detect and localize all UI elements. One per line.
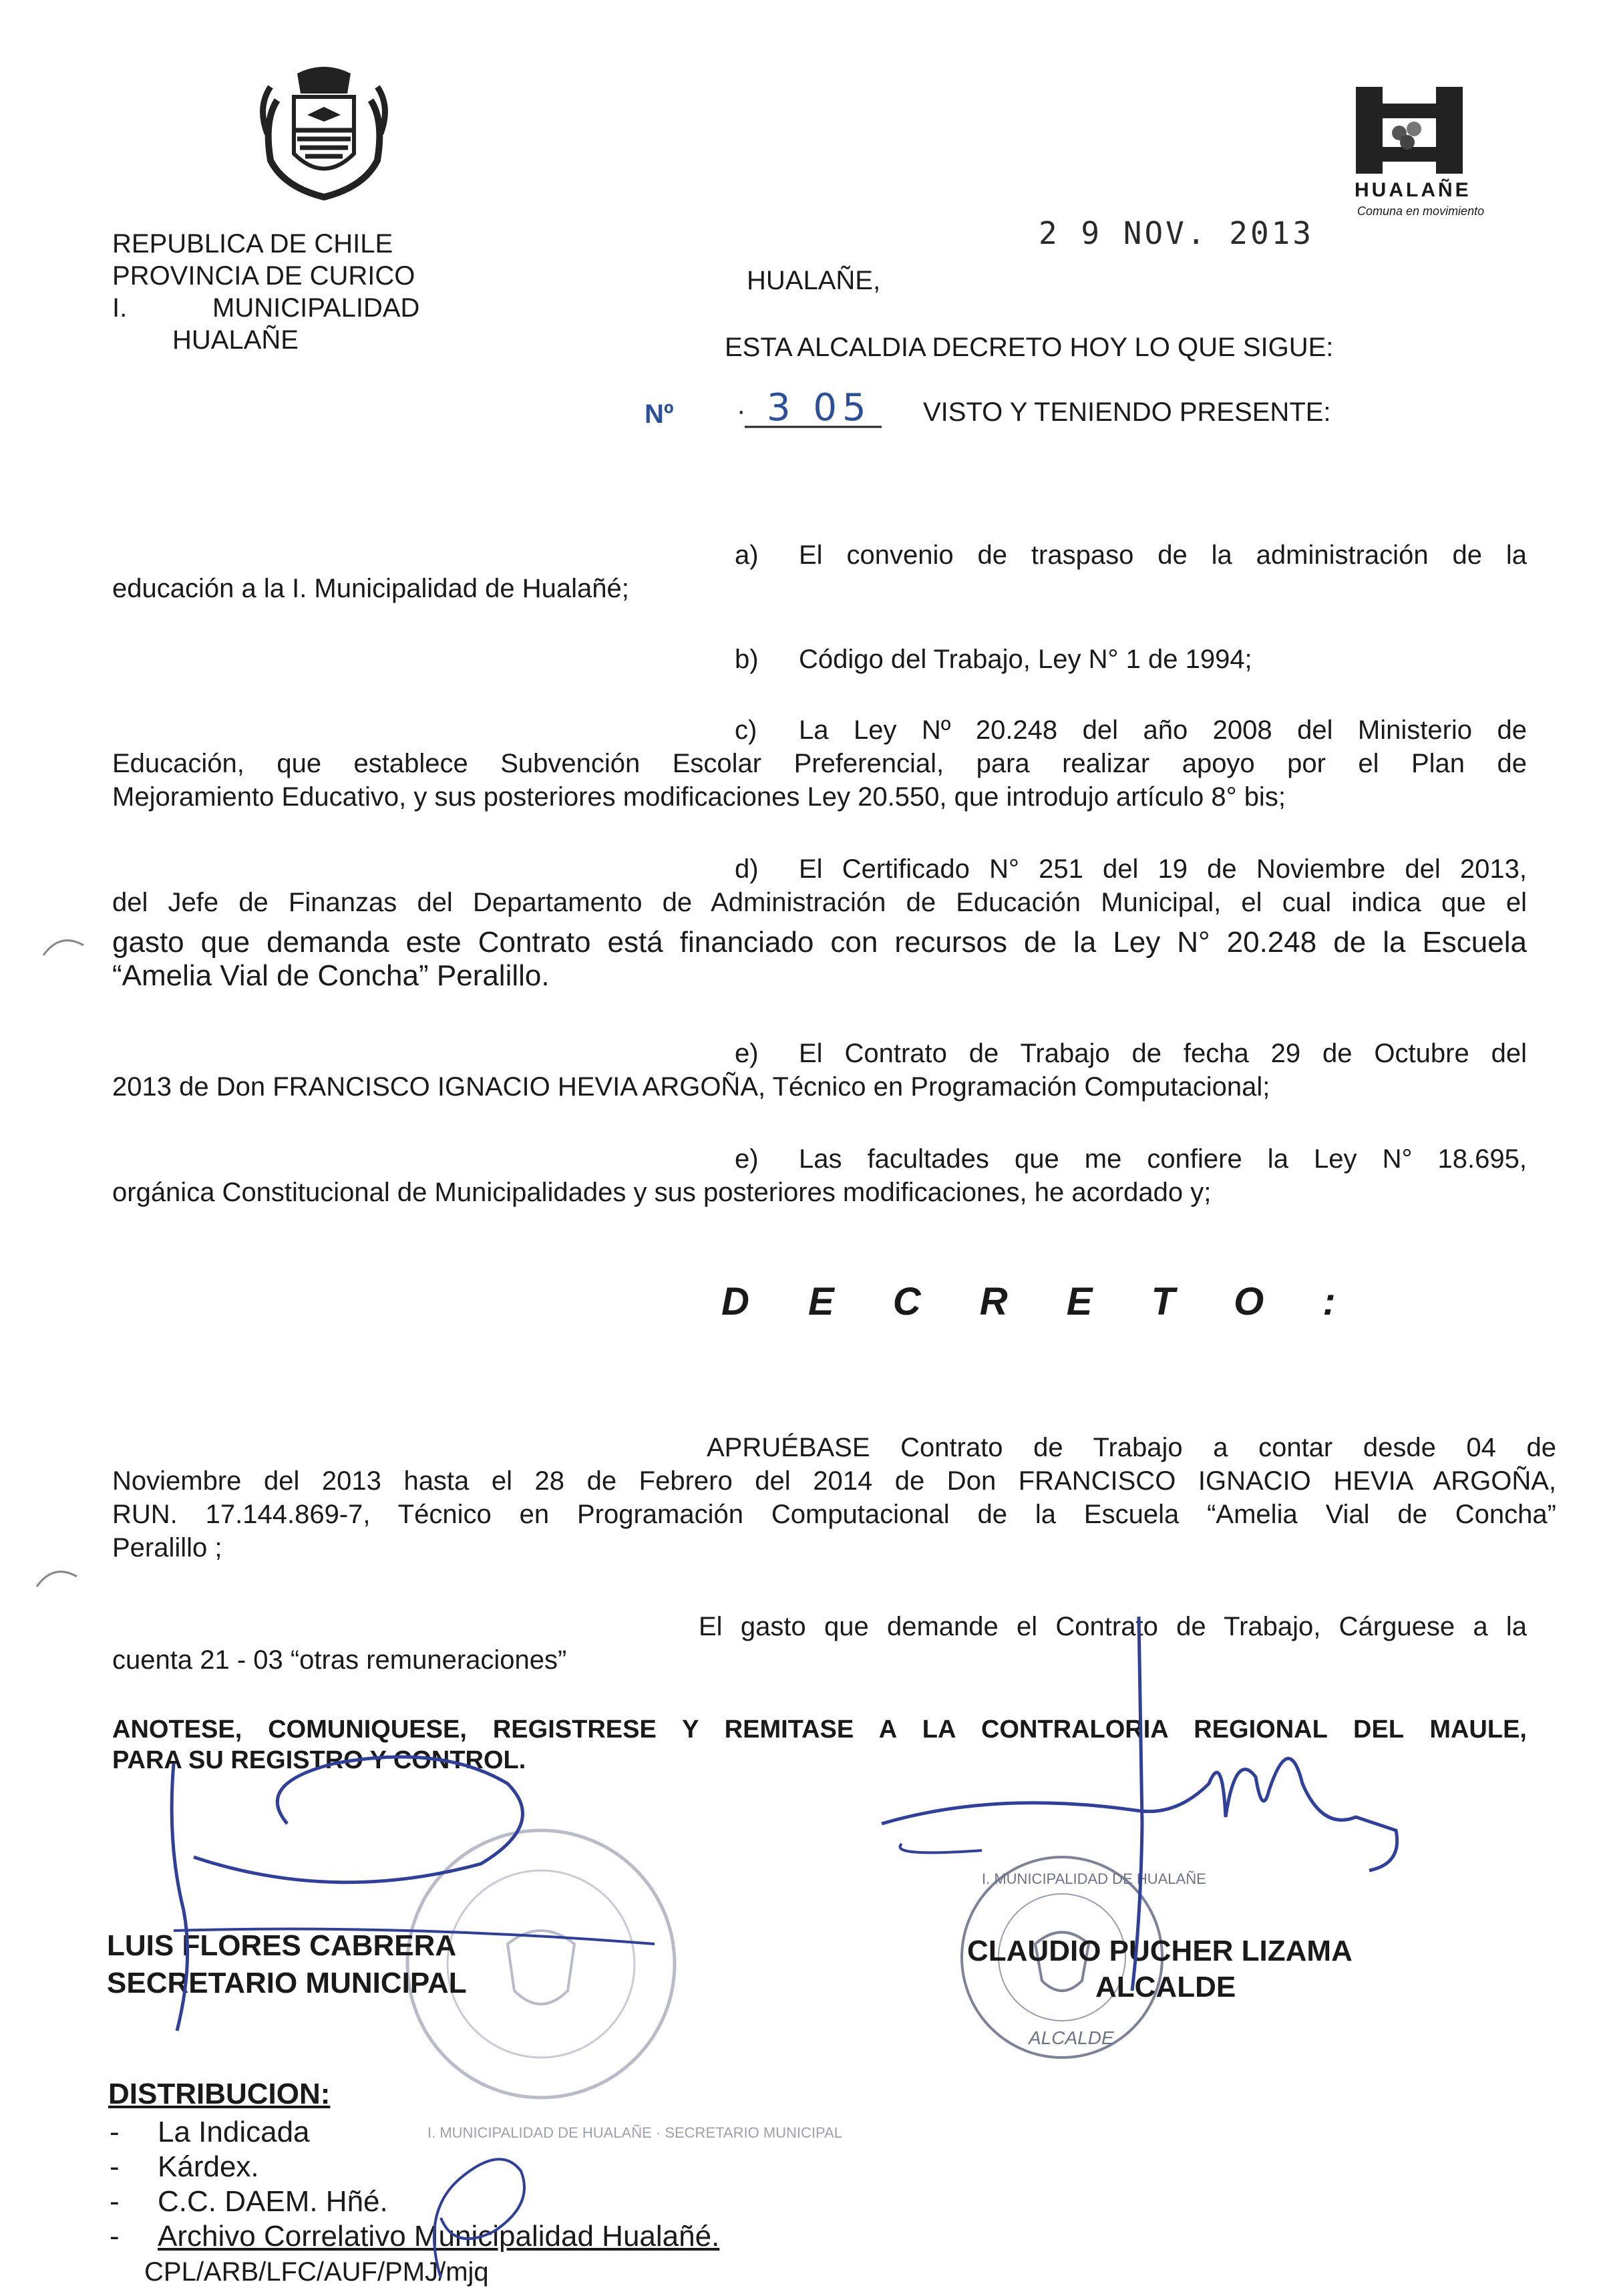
considerando-d-line: gasto que demanda este Contrato está financiado con recursos de la Ley N° 20.248 de la Escuela	[112, 926, 1527, 959]
alcaldia-line: ESTA ALCALDIA DECRETO HOY LO QUE SIGUE:	[725, 333, 1334, 362]
distribution-item: - C.C. DAEM. Hñé.	[158, 2184, 719, 2219]
resolutivo-1-line: Peralillo ;	[112, 1533, 222, 1563]
secretario-stamp-text: I. MUNICIPALIDAD DE HUALAÑE · SECRETARIO MUNICIPAL	[427, 2124, 842, 2141]
resolutivo-2-first: El gasto que demande el Contrato de Trabajo, Cárguese a la	[699, 1612, 1527, 1641]
coat-of-arms-icon	[257, 60, 391, 200]
considerando-a-line: educación a la I. Municipalidad de Hualañé;	[112, 574, 629, 603]
number-underline	[745, 424, 885, 431]
number-prefix: Nº	[645, 399, 674, 429]
header-republica: REPUBLICA DE CHILE	[112, 229, 393, 259]
secretario-signature-icon	[134, 1710, 801, 2044]
margin-mark-icon	[37, 932, 90, 959]
considerando-f-letter: e)	[735, 1144, 759, 1174]
closing-line: PARA SU REGISTRO Y CONTROL.	[112, 1746, 526, 1774]
alcalde-stamp-top: I. MUNICIPALIDAD DE HUALAÑE	[982, 1870, 1206, 1887]
city-line: HUALAÑE,	[747, 266, 881, 295]
distribution-item: - Kárdex.	[158, 2150, 719, 2184]
number-dot: ·	[737, 396, 746, 426]
right-signatory-name: CLAUDIO PUCHER LIZAMA	[967, 1935, 1353, 1967]
considerando-b-first: Código del Trabajo, Ley N° 1 de 1994;	[799, 645, 1252, 674]
distribution-item: - La Indicada	[158, 2115, 719, 2150]
header-municipalidad: MUNICIPALIDAD	[212, 293, 420, 323]
considerando-c-letter: c)	[735, 715, 757, 745]
considerando-c-line: Educación, que establece Subvención Escolar Preferencial, para realizar apoyo por el Plan de	[112, 749, 1527, 778]
visto-line: VISTO Y TENIENDO PRESENTE:	[923, 397, 1331, 427]
distribution-item: - Archivo Correlativo Municipalidad Hualañé.	[158, 2219, 719, 2254]
brand-tagline: Comuna en movimiento	[1357, 204, 1485, 218]
closing-line: ANOTESE, COMUNIQUESE, REGISTRESE Y REMITASE A LA CONTRALORIA REGIONAL DEL MAULE,	[112, 1715, 1527, 1744]
margin-mark-icon	[30, 1563, 83, 1590]
header-provincia: PROVINCIA DE CURICO	[112, 261, 415, 291]
resolutivo-1-line: Noviembre del 2013 hasta el 28 de Febrero del 2014 de Don FRANCISCO IGNACIO HEVIA ARGOÑA,	[112, 1466, 1556, 1496]
left-signatory-name: LUIS FLORES CABRERA	[107, 1929, 457, 1962]
considerando-e-letter: e)	[735, 1039, 759, 1068]
considerando-f-first: Las facultades que me confiere la Ley N° 18.695,	[799, 1144, 1527, 1174]
brand-name: HUALAÑE	[1355, 179, 1471, 201]
resolutivo-1-line: RUN. 17.144.869-7, Técnico en Programación Computacional de la Escuela “Amelia Vial de Concha”	[112, 1500, 1556, 1529]
initials-scribble-icon	[401, 2118, 574, 2291]
considerando-c-line: Mejoramiento Educativo, y sus posteriores modificaciones Ley 20.550, que introdujo artículo 8° bis;	[112, 782, 1286, 812]
alcalde-signature-icon	[862, 1617, 1463, 2031]
considerando-e-first: El Contrato de Trabajo de fecha 29 de Octubre del	[799, 1039, 1527, 1068]
considerando-d-first: El Certificado N° 251 del 19 de Noviembre del 2013,	[799, 854, 1527, 884]
considerando-f-line: orgánica Constitucional de Municipalidades y sus posteriores modificaciones, he acordado y;	[112, 1178, 1212, 1207]
alcalde-stamp-bottom: ALCALDE	[1029, 2027, 1114, 2048]
date-stamp: 2 9 NOV. 2013	[1039, 215, 1314, 251]
resolutivo-2-line: cuenta 21 - 03 “otras remuneraciones”	[112, 1645, 567, 1675]
left-signatory-title: SECRETARIO MUNICIPAL	[107, 1967, 467, 1999]
header-hualane: HUALAÑE	[172, 325, 299, 355]
considerando-a-letter: a)	[735, 540, 759, 570]
distribution-title: DISTRIBUCION:	[108, 2078, 331, 2110]
decreto-title: D E C R E T O :	[721, 1280, 1360, 1323]
resolutivo-1-first: APRUÉBASE Contrato de Trabajo a contar desde 04 de	[707, 1433, 1556, 1462]
considerando-b-letter: b)	[735, 645, 759, 674]
decree-number: 3 05	[767, 386, 872, 430]
considerando-a-first: El convenio de traspaso de la administración de la	[799, 540, 1527, 570]
distribution-initials: CPL/ARB/LFC/AUF/PMJ/mjq	[144, 2257, 489, 2287]
considerando-e-line: 2013 de Don FRANCISCO IGNACIO HEVIA ARGOÑA, Técnico en Programación Computacional;	[112, 1072, 1270, 1102]
considerando-d-line: del Jefe de Finanzas del Departamento de Administración de Educación Municipal, el cual indica que el	[112, 888, 1527, 917]
right-signatory-title: ALCALDE	[1095, 1971, 1236, 2003]
considerando-c-first: La Ley Nº 20.248 del año 2008 del Ministerio de	[799, 715, 1527, 745]
considerando-d-letter: d)	[735, 854, 759, 884]
hualane-logo-icon	[1353, 84, 1466, 177]
considerando-d-line: “Amelia Vial de Concha” Peralillo.	[112, 959, 550, 992]
header-i: I.	[112, 293, 128, 323]
